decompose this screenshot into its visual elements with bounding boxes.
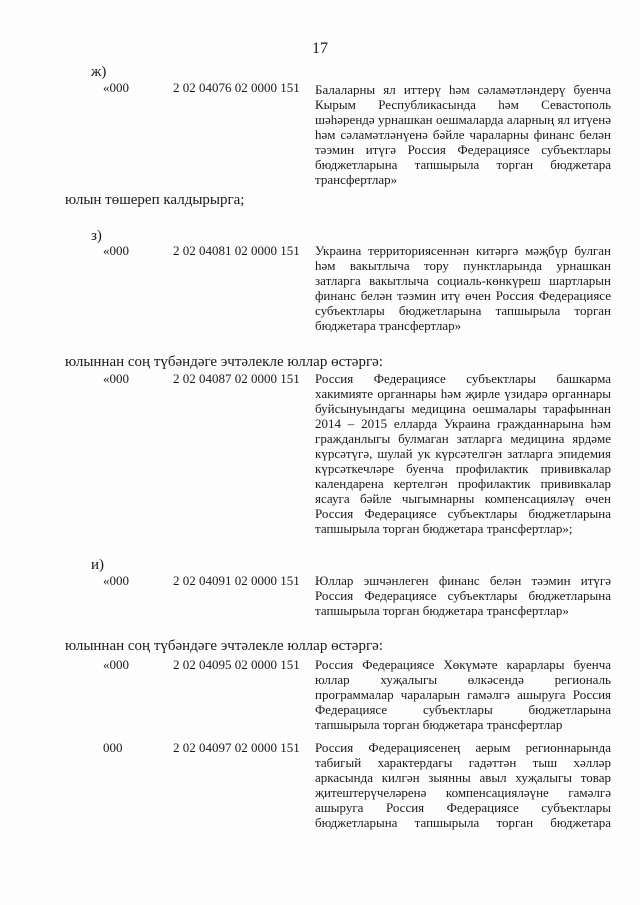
budget-line-description [315, 82, 611, 187]
budget-line-description [315, 657, 611, 732]
budget-code: 2 02 04087 02 0000 151 [173, 371, 300, 386]
description-line: күрсәтүгә, шулай ук күрсәтелгән затларга эпидемия [315, 446, 611, 461]
page-number: 17 [312, 40, 328, 57]
code-prefix: «000 [103, 80, 129, 95]
description-line: аркасында килгән зыянны авыл хуҗалыгы товар [315, 770, 611, 785]
budget-code: 2 02 04095 02 0000 151 [173, 657, 300, 672]
description-line: тапшырыла торган бюджетара трансфертлар [315, 717, 563, 732]
budget-code: 2 02 04081 02 0000 151 [173, 243, 300, 258]
description-line: Кырым Республикасында һәм Севастополь [315, 97, 611, 112]
item-letter-zh: ж) [91, 64, 107, 80]
description-line: тапшырыла торган бюджетара трансфертлар»; [315, 521, 573, 536]
instruction-text: юлыннан соң түбәндәге эчтәлекле юллар өстәргә: [65, 354, 383, 370]
description-line: Россия Федерациясе субъектлары башкарма [315, 371, 611, 386]
description-line: программалар чараларын гамәлгә ашыруга Россия [315, 687, 611, 702]
instruction-text: юлыннан соң түбәндәге эчтәлекле юллар өстәргә: [65, 638, 383, 654]
description-line: хакимияте органнары һәм җирле үзидарә органнары [315, 386, 611, 401]
description-line: тапшырыла торган бюджетара трансфертлар» [315, 603, 569, 618]
description-line: Россия Федерациясе субъектлары бюджетларына [315, 588, 611, 603]
description-line: затларга вакытлыча социаль-көнкүреш шартларын [315, 273, 611, 288]
description-line: бюджетларына тапшырыла торган бюджетара [315, 157, 611, 172]
description-line: буйсынуындагы медицина оешмалары тарафыннан [315, 401, 611, 416]
budget-code: 2 02 04076 02 0000 151 [173, 80, 300, 95]
description-line: ашыруга Россия Федерациясе субъектлары [315, 800, 611, 815]
code-prefix: «000 [103, 243, 129, 258]
description-line: күрсәткечләре буенча профилактик прививкалар [315, 461, 611, 476]
description-line: трансфертлар» [315, 172, 398, 187]
budget-line-description [315, 243, 611, 333]
item-letter-z: з) [91, 228, 102, 244]
code-prefix: «000 [103, 657, 129, 672]
budget-line-description [315, 740, 611, 830]
description-line: юллар хуҗалыгы өлкәсендә региональ [315, 672, 611, 687]
description-line: субъектлары бюджетларына тапшырыла торган [315, 303, 611, 318]
instruction-text: юлын төшереп калдырырга; [65, 192, 245, 208]
description-line: тәэмин итүгә Россия Федерациясе субъектлары [315, 142, 611, 157]
code-prefix: «000 [103, 573, 129, 588]
description-line: календарена кертелгән профилактик прививкалар [315, 476, 611, 491]
description-line: Россия Федерациясе субъектлары бюджетларына [315, 506, 611, 521]
description-line: Украина территориясеннән китәргә мәҗбүр булган [315, 243, 611, 258]
description-line: 2014 – 2015 елларда Украина гражданнарына һәм [315, 416, 611, 431]
description-line: ясауга бәйле чыгымнарны компенсацияләү өчен [315, 491, 611, 506]
code-prefix: «000 [103, 371, 129, 386]
description-line: шәһәрендә урнашкан оешмаларда аларның ял итүенә [315, 112, 611, 127]
description-line: Россия Федерациясенең аерым регионнарында [315, 740, 611, 755]
description-line: һәм вакытлыча тору пунктларында урнашкан [315, 258, 611, 273]
description-line: табигый характердагы гадәттән тыш хәлләр [315, 755, 611, 770]
description-line: бюджетара трансфертлар» [315, 318, 462, 333]
description-line: гражданлыгы булмаган затларга медицина ярдәме [315, 431, 611, 446]
budget-code: 2 02 04091 02 0000 151 [173, 573, 300, 588]
description-line: бюджетларына тапшырыла торган бюджетара [315, 815, 611, 830]
budget-line-description [315, 573, 611, 618]
description-line: Россия Федерациясе Хөкүмәте карарлары буенча [315, 657, 611, 672]
code-prefix: 000 [103, 740, 123, 755]
description-line: җитештерүчеләренә компенсацияләүне гамәлгә [315, 785, 611, 800]
description-line: Юллар эшчәнлеген финанс белән тәэмин итүгә [315, 573, 611, 588]
description-line: финанс белән тәэмин итү өчен Россия Федерациясе [315, 288, 611, 303]
item-letter-i: и) [91, 557, 105, 573]
description-line: Балаларны ял иттерү һәм сәламәтләндерү буенча [315, 82, 611, 97]
budget-code: 2 02 04097 02 0000 151 [173, 740, 300, 755]
budget-line-description [315, 371, 611, 536]
description-line: һәм сәламәтләнүенә бәйле чараларны финанс белән [315, 127, 611, 142]
description-line: Федерациясе субъектлары бюджетларына [315, 702, 611, 717]
